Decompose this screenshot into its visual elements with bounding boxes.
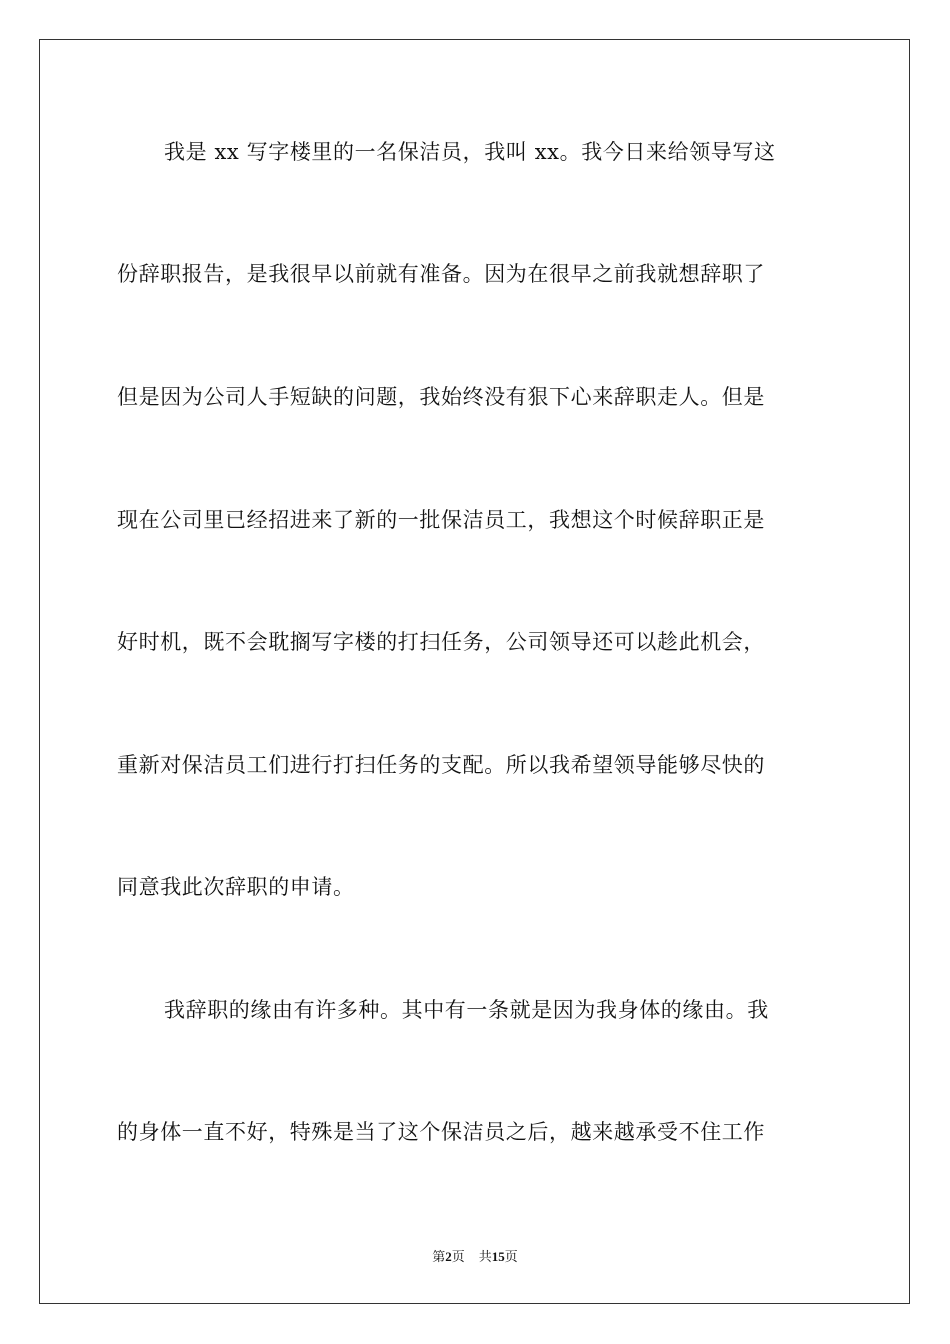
page-label-prefix: 第 xyxy=(432,1250,446,1265)
page-number: 2 xyxy=(445,1249,452,1264)
paragraph-1-line-3: 但是因为公司人手短缺的问题，我始终没有狠下心来辞职走人。但是 xyxy=(117,385,765,409)
paragraph-1-line-7: 同意我此次辞职的申请。 xyxy=(117,875,355,899)
paragraph-1-line-4: 现在公司里已经招进来了新的一批保洁员工，我想这个时候辞职正是 xyxy=(117,508,765,532)
total-label-prefix: 共 xyxy=(478,1250,492,1265)
paragraph-1-line-1: 我是 xx 写字楼里的一名保洁员，我叫 xx。我今日来给领导写这 xyxy=(164,140,776,164)
paragraph-1-line-6: 重新对保洁员工们进行打扫任务的支配。所以我希望领导能够尽快的 xyxy=(117,753,765,777)
total-pages: 15 xyxy=(491,1249,505,1264)
paragraph-2-line-2: 的身体一直不好，特殊是当了这个保洁员之后，越来越承受不住工作 xyxy=(117,1120,765,1144)
page-label-suffix: 页 xyxy=(451,1250,465,1265)
total-label-suffix: 页 xyxy=(504,1250,518,1265)
paragraph-2-line-1: 我辞职的缘由有许多种。其中有一条就是因为我身体的缘由。我 xyxy=(164,998,769,1022)
page-footer xyxy=(0,1248,950,1267)
paragraph-1-line-5: 好时机，既不会耽搁写字楼的打扫任务，公司领导还可以趁此机会， xyxy=(117,630,765,654)
paragraph-1-line-2: 份辞职报告，是我很早以前就有准备。因为在很早之前我就想辞职了 xyxy=(117,262,765,286)
page-border xyxy=(39,39,910,1304)
